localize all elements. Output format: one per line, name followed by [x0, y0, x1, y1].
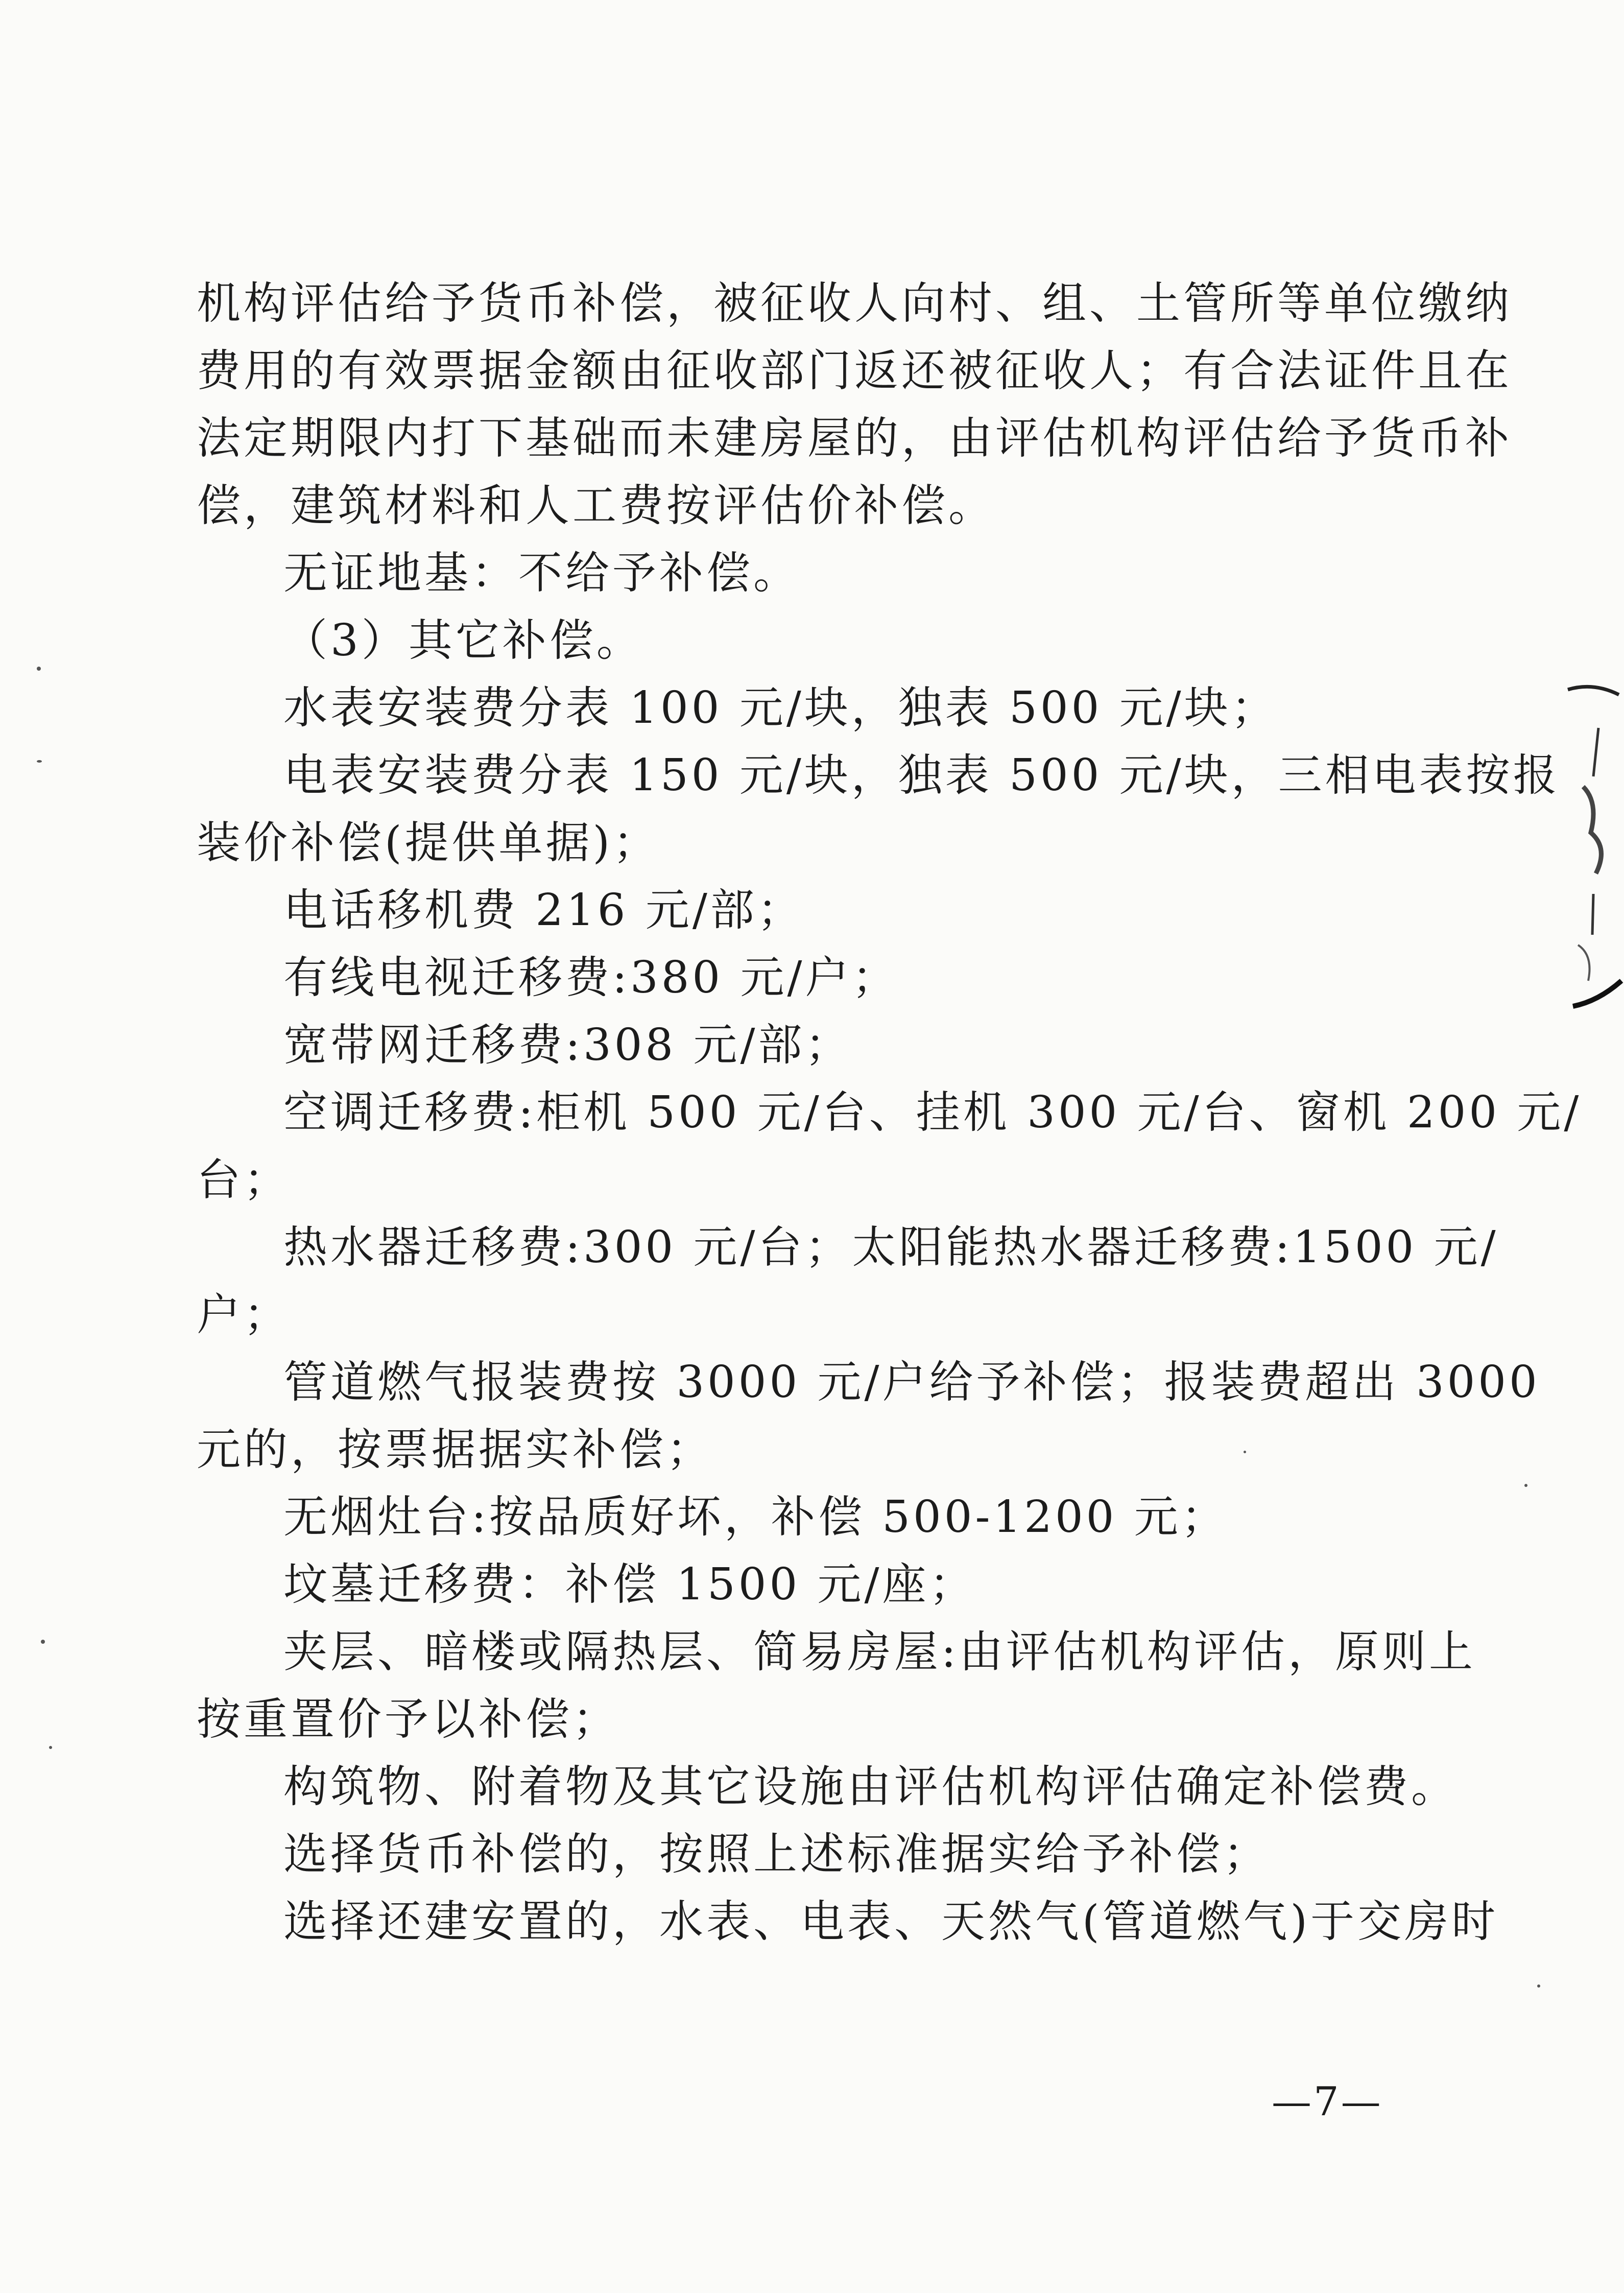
text-line: 宽带网迁移费:308 元/部； [283, 1020, 852, 1071]
text-line: 装价补偿(提供单据)； [197, 817, 660, 868]
text-line: 电话移机费 216 元/部； [283, 885, 804, 936]
text-line: 户； [197, 1289, 291, 1340]
text-line: 坟墓迁移费：补偿 1500 元/座； [283, 1559, 976, 1610]
text-line: 有线电视迁移费:380 元/户； [283, 952, 899, 1003]
scan-speck [37, 667, 41, 671]
text-line: 电表安装费分表 150 元/块，独表 500 元/块，三相电表按报 [283, 750, 1560, 801]
text-line: 无证地基：不给予补偿。 [283, 548, 800, 599]
text-line: 法定期限内打下基础而未建房屋的，由评估机构评估给予货币补 [197, 413, 1512, 464]
text-line: 选择还建安置的，水表、电表、天然气(管道燃气)于交房时 [283, 1896, 1499, 1947]
text-line: 按重置价予以补偿； [197, 1694, 619, 1745]
text-line: 偿，建筑材料和人工费按评估价补偿。 [197, 480, 995, 531]
text-line: 元的，按票据据实补偿； [197, 1424, 713, 1475]
text-line: 选择货币补偿的，按照上述标准据实给予补偿； [283, 1829, 1270, 1880]
text-line: 构筑物、附着物及其它设施由评估机构评估确定补偿费。 [283, 1761, 1458, 1812]
text-line: 管道燃气报装费按 3000 元/户给予补偿；报装费超出 3000 [283, 1357, 1540, 1408]
page-number: —7— [1272, 2079, 1383, 2125]
text-line: 水表安装费分表 100 元/块，独表 500 元/块； [283, 682, 1278, 734]
scan-speck [41, 1640, 45, 1644]
text-line: 热水器迁移费:300 元/台；太阳能热水器迁移费:1500 元/ [283, 1222, 1499, 1273]
scan-speck [49, 1746, 52, 1749]
scan-speck [37, 760, 42, 763]
text-line: 无烟灶台:按品质好坏，补偿 500-1200 元； [283, 1492, 1228, 1543]
section-heading: （3）其它补偿。 [283, 615, 643, 666]
text-line: 台； [197, 1154, 291, 1205]
text-line: 空调迁移费:柜机 500 元/台、挂机 300 元/台、窗机 200 元/ [283, 1087, 1582, 1138]
scan-speck [1524, 1484, 1527, 1487]
text-line: 机构评估给予货币补偿，被征收人向村、组、土管所等单位缴纳 [197, 278, 1512, 329]
seam-stamp-mark [1563, 679, 1624, 1037]
text-line: 夹层、暗楼或隔热层、简易房屋:由评估机构评估，原则上 [283, 1626, 1476, 1677]
body-text [197, 270, 1582, 1955]
scan-speck [1244, 1451, 1246, 1453]
scan-speck [1537, 1984, 1540, 1988]
text-line: 费用的有效票据金额由征收部门返还被征收人；有合法证件且在 [197, 345, 1512, 396]
